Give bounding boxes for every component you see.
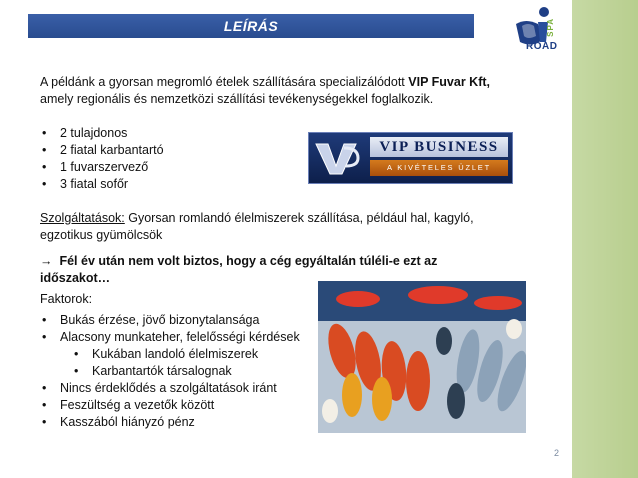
factors-label: Faktorok:	[40, 292, 93, 306]
intro-suffix: amely regionális és nemzetközi szállítási tevékenységekkel foglalkozik.	[40, 92, 434, 106]
vip-banner-title: VIP BUSINESS	[370, 137, 508, 157]
list-item: • Bukás érzése, jövő bizonytalansága	[40, 312, 510, 329]
company-name: VIP Fuvar Kft,	[408, 75, 490, 89]
list-item: • Nincs érdeklődés a szolgáltatások iránt	[40, 380, 510, 397]
logo-head-icon	[539, 7, 549, 17]
right-decorative-band	[572, 0, 638, 478]
logo-road-text: ROAD	[526, 41, 558, 52]
slide-title-bar	[28, 14, 474, 38]
list-item: • Feszültség a vezetők között	[40, 397, 510, 414]
services-text: Gyorsan romlandó élelmiszerek szállítása, például hal, kagyló, egzotikus gyümölcsök	[40, 211, 474, 242]
services-label: Szolgáltatások:	[40, 211, 125, 225]
list-item: • 3 fiatal sofőr	[40, 176, 510, 193]
services-paragraph	[40, 210, 510, 244]
list-item: • Karbantartók társalognak	[40, 363, 510, 380]
intro-paragraph	[40, 74, 510, 108]
list-item: • 1 fuvarszervező	[40, 159, 510, 176]
vip-logo-icon	[314, 138, 362, 178]
vip-banner-subtitle: A KIVÉTELES ÜZLET	[370, 160, 508, 176]
list-item: • Alacsony munkateher, felelősségi kérdések	[40, 329, 510, 346]
arrow-icon: →	[40, 254, 53, 268]
logo-spa-text: SPA	[546, 18, 555, 37]
slide-title: LEÍRÁS	[223, 18, 279, 34]
list-item: • 2 tulajdonos	[40, 125, 510, 142]
highlight-text: Fél év után nem volt biztos, hogy a cég egyáltalán túléli-e ezt az időszakot…	[40, 254, 438, 285]
vip-business-banner	[308, 132, 513, 184]
page-number: 2	[554, 448, 560, 458]
fish-market-photo	[318, 281, 526, 433]
list-item: • Kasszából hiányzó pénz	[40, 414, 510, 431]
intro-prefix: A példánk a gyorsan megromló ételek szállítására specializálódott	[40, 75, 409, 89]
list-item: • Kukában landoló élelmiszerek	[40, 346, 510, 363]
list-item: • 2 fiatal karbantartó	[40, 142, 510, 159]
